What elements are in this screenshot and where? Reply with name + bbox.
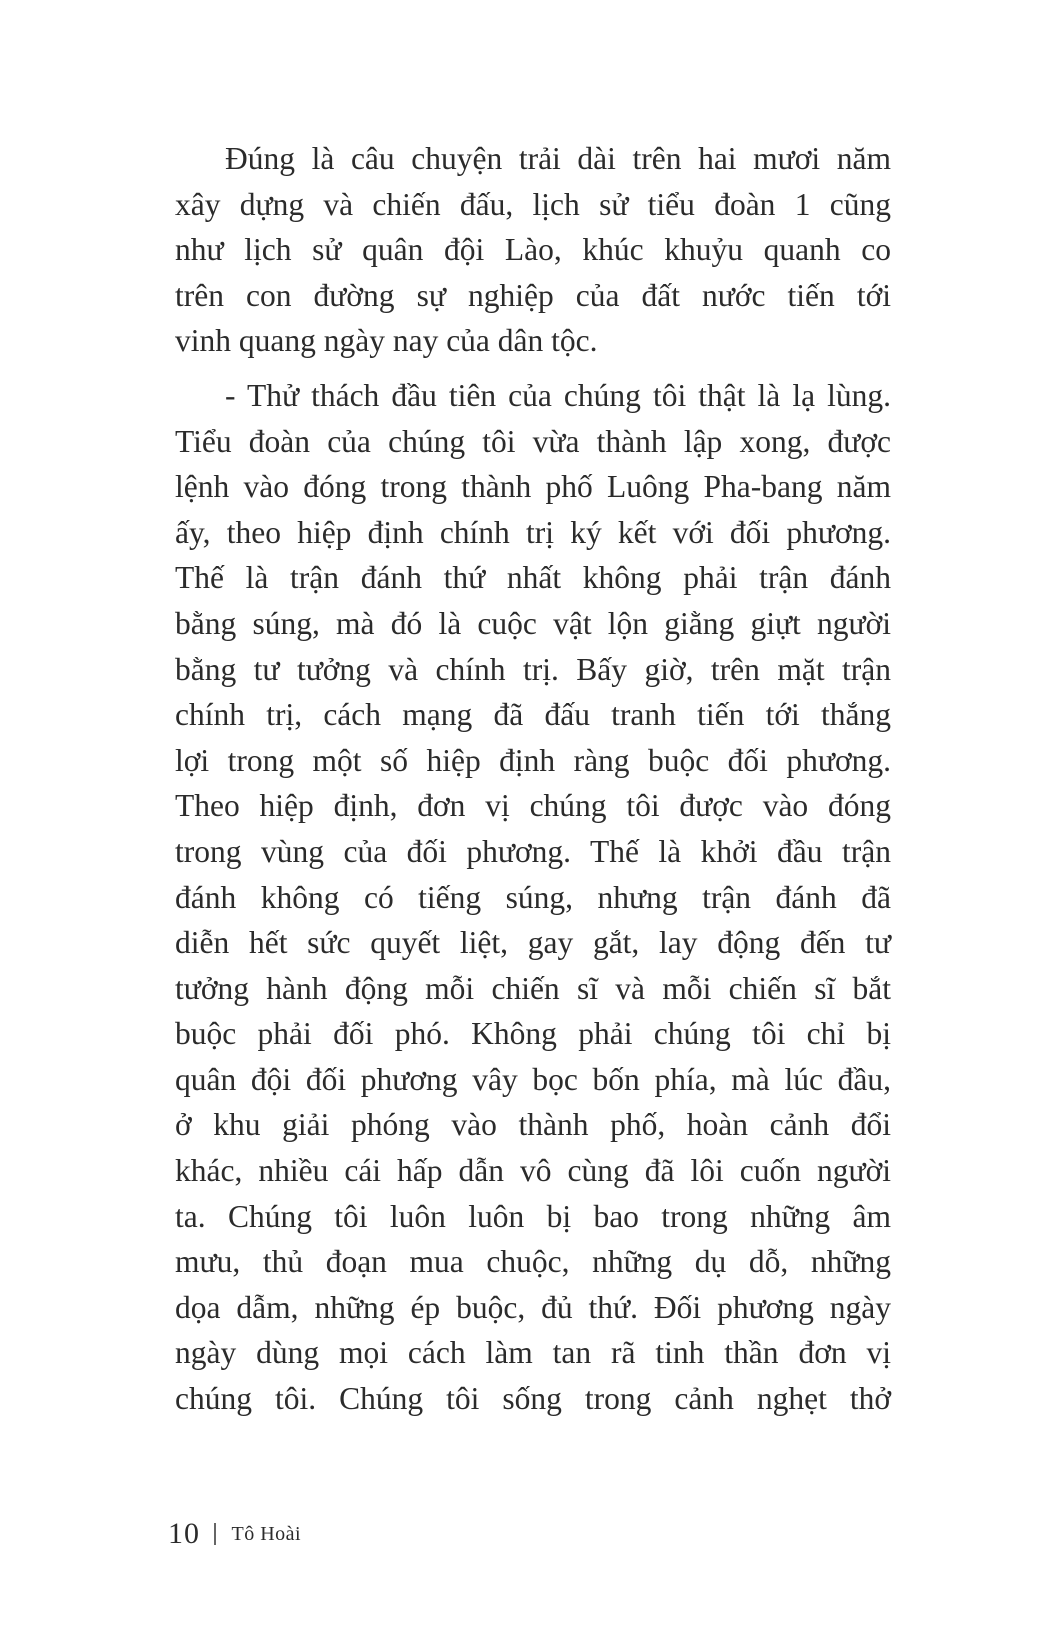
text-line: tưởng hành động mỗi chiến sĩ và mỗi chiến sĩ bắt xyxy=(175,970,891,1006)
author-name: Tô Hoài xyxy=(231,1522,302,1545)
paragraph-2 xyxy=(175,373,891,1422)
text-line: mưu, thủ đoạn mua chuộc, những dụ dỗ, những xyxy=(175,1244,891,1280)
text-line: Tiểu đoàn của chúng tôi vừa thành lập xong, được xyxy=(175,423,891,459)
text-line: Thế là trận đánh thứ nhất không phải trận đánh xyxy=(175,560,891,596)
text-line: bằng tư tưởng và chính trị. Bấy giờ, trên mặt trận xyxy=(175,651,891,687)
text-line: dọa dẫm, những ép buộc, đủ thứ. Đối phương ngày xyxy=(175,1289,891,1325)
text-line: chính trị, cách mạng đã đấu tranh tiến tới thắng xyxy=(175,697,891,733)
text-line: vinh quang ngày nay của dân tộc. xyxy=(175,323,598,359)
text-line: lợi trong một số hiệp định ràng buộc đối phương. xyxy=(175,742,891,778)
text-line: lệnh vào đóng trong thành phố Luông Pha-bang năm xyxy=(175,469,891,505)
text-line: chúng tôi. Chúng tôi sống trong cảnh nghẹt thở xyxy=(175,1381,891,1417)
text-line: buộc phải đối phó. Không phải chúng tôi chỉ bị xyxy=(175,1016,891,1052)
body-text xyxy=(175,136,891,1431)
text-line: Đúng là câu chuyện trải dài trên hai mươi năm xyxy=(225,141,891,176)
text-line: đánh không có tiếng súng, nhưng trận đánh đã xyxy=(175,879,891,915)
text-line: diễn hết sức quyết liệt, gay gắt, lay động đến tư xyxy=(175,925,891,961)
page-number: 10 xyxy=(168,1517,200,1550)
page-footer xyxy=(168,1514,301,1554)
text-line: khác, nhiều cái hấp dẫn vô cùng đã lôi cuốn người xyxy=(175,1153,891,1189)
text-line: Theo hiệp định, đơn vị chúng tôi được vào đóng xyxy=(175,788,891,824)
text-line: ấy, theo hiệp định chính trị ký kết với đối phương. xyxy=(175,514,891,550)
text-line: xây dựng và chiến đấu, lịch sử tiểu đoàn 1 cũng xyxy=(175,186,891,222)
text-line: ta. Chúng tôi luôn luôn bị bao trong những âm xyxy=(175,1198,891,1234)
text-line: ngày dùng mọi cách làm tan rã tinh thần đơn vị xyxy=(175,1335,891,1371)
text-line: trong vùng của đối phương. Thế là khởi đầu trận xyxy=(175,833,891,869)
text-line: như lịch sử quân đội Lào, khúc khuỷu quanh co xyxy=(175,232,891,268)
text-line: bằng súng, mà đó là cuộc vật lộn giằng giựt người xyxy=(175,605,891,641)
footer-divider xyxy=(214,1523,216,1545)
text-line: trên con đường sự nghiệp của đất nước tiến tới xyxy=(175,277,891,313)
text-line: quân đội đối phương vây bọc bốn phía, mà lúc đầu, xyxy=(175,1061,891,1097)
paragraph-1 xyxy=(175,136,891,364)
text-line: ở khu giải phóng vào thành phố, hoàn cảnh đổi xyxy=(175,1107,891,1143)
text-line: - Thử thách đầu tiên của chúng tôi thật là lạ lùng. xyxy=(225,377,891,413)
